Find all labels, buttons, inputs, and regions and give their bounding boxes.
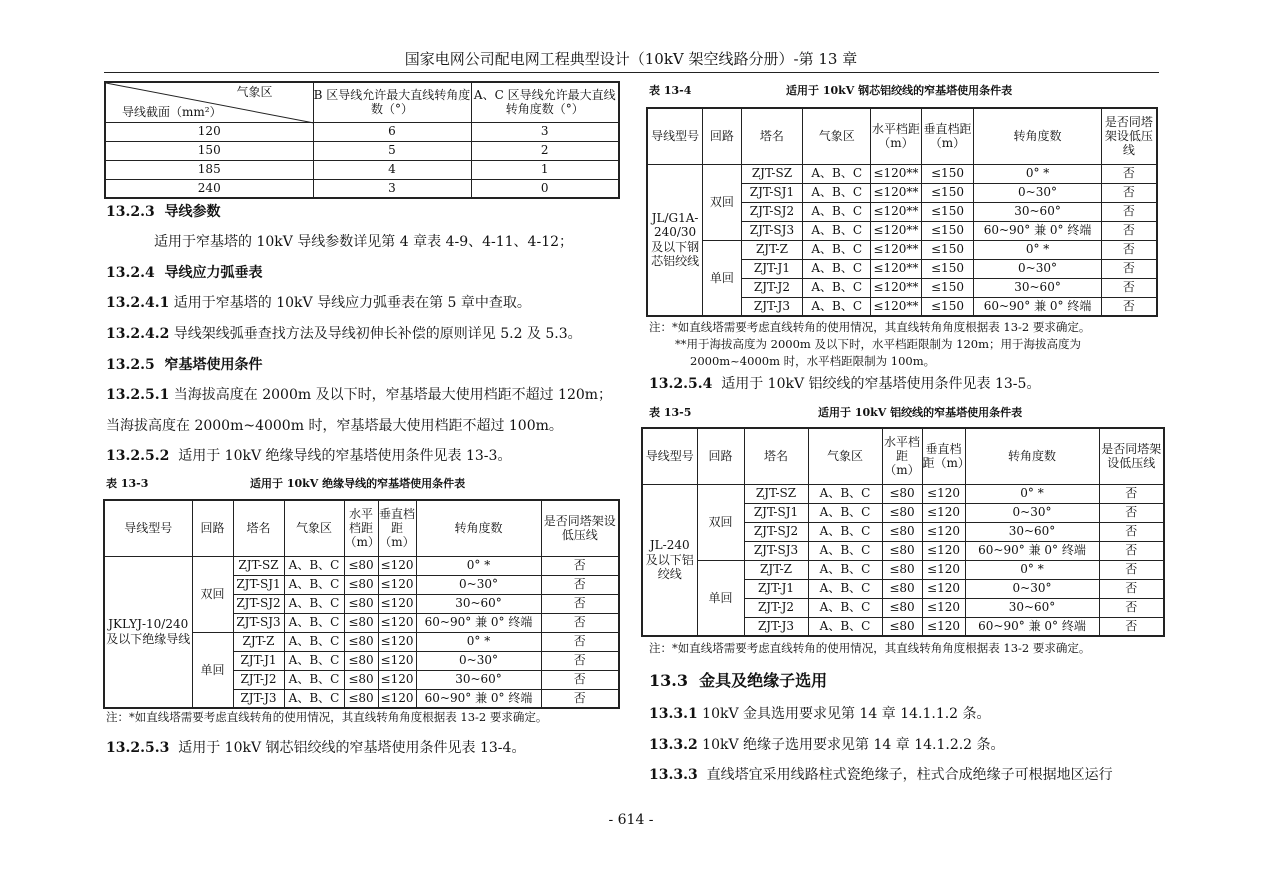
table-cell: A、B、C [284,556,344,575]
table-cell: ZJT-SZ [233,556,284,575]
table-13-4-note-2: **用于海拔高度为 2000m 及以下时，水平档距限制为 120m；用于海拔高度为 [675,337,1081,351]
table-13-3-title: 适用于 10kV 绝缘导线的窄基塔使用条件表 [250,477,466,490]
ac-zone-header: A、C 区导线允许最大直线转角度数（°） [471,82,619,122]
table-cell: A、B、C [808,579,882,598]
table-cell: ≤150 [921,278,974,297]
para-13-2-5-1-cont: 当海拔高度在 2000m~4000m 时，窄基塔最大使用档距不超过 100m。 [106,418,563,434]
table-cell: ≤120 [378,594,416,613]
column-header-angle: 转角度数 [416,500,541,556]
column-header-wire_type: 导线型号 [104,500,192,556]
column-header-angle: 转角度数 [974,108,1101,164]
table-cell: ZJT-SJ3 [233,613,284,632]
table-cell: 3 [313,179,471,198]
table-13-3-label: 表 13-3 [106,477,149,490]
table-cell: 否 [1101,240,1157,259]
table-cell: ≤80 [882,503,922,522]
table-cell: ZJT-SJ1 [741,183,803,202]
table-cell: 120 [105,122,313,141]
table-cell: ≤120 [378,689,416,708]
table-cell: ≤150 [921,183,974,202]
para-13-2-4-1: 13.2.4.1 适用于窄基塔的 10kV 导线应力弧垂表在第 5 章中查取。 [106,295,531,311]
table-cell: ZJT-SJ1 [744,503,808,522]
table-cell: ≤120 [922,560,965,579]
table-row [647,164,1157,183]
table-cell: 0 [471,179,619,198]
table-cell: ≤150 [921,297,974,316]
table-cell: 否 [1099,560,1164,579]
column-header-low: 是否同塔架设低压线 [1101,108,1157,164]
table-row [642,560,1164,579]
table-cell: ≤120** [871,259,922,278]
table-cell: A、B、C [284,689,344,708]
table-cell: ≤120** [871,164,922,183]
table-cell: A、B、C [284,632,344,651]
table-13-4-title: 适用于 10kV 钢芯铝绞线的窄基塔使用条件表 [786,84,1013,97]
table-row [105,141,619,160]
table-cell: ZJT-SJ3 [741,221,803,240]
table-cell: ≤80 [882,598,922,617]
table-cell: 否 [1101,183,1157,202]
table-cell: ZJT-J2 [744,598,808,617]
circuit-single-cell: 单回 [697,560,744,636]
table-13-4-label: 表 13-4 [649,84,692,97]
table-cell: 5 [313,141,471,160]
table-cell: ≤150 [921,221,974,240]
table-cell: ≤80 [882,541,922,560]
table-cell: 0~30° [965,503,1099,522]
column-header-tower: 塔名 [741,108,803,164]
table-cell: 否 [1099,598,1164,617]
circuit-single-cell: 单回 [192,632,233,708]
table-cell: ≤150 [921,240,974,259]
table-cell: ≤120 [922,598,965,617]
column-header-hspan: 水平档距（m） [871,108,922,164]
column-header-tower: 塔名 [744,428,808,484]
table-cell: 3 [471,122,619,141]
column-header-tower: 塔名 [233,500,284,556]
column-header-weather: 气象区 [803,108,871,164]
table-cell: ≤80 [344,689,378,708]
column-header-wire_type: 导线型号 [642,428,697,484]
table-cell: ≤120** [871,278,922,297]
heading-13-2-4: 13.2.4 导线应力弧垂表 [106,265,263,281]
table-cell: 0~30° [974,183,1101,202]
table-cell: 0° * [416,632,541,651]
table-13-4-note-1: 注：*如直线塔需要考虑直线转角的使用情况，其直线转角角度根据表 13-2 要求确定。 [649,320,1091,334]
table-cell: ≤80 [882,579,922,598]
table-cell: ≤120 [922,522,965,541]
table-cell: 否 [541,651,619,670]
column-header-circuit: 回路 [697,428,744,484]
table-cell: ZJT-Z [233,632,284,651]
column-header-circuit: 回路 [703,108,741,164]
table-cell: ≤80 [344,651,378,670]
table-cell: ZJT-J3 [233,689,284,708]
table-13-3 [103,499,620,709]
para-13-3-3: 13.3.3 直线塔宜采用线路柱式瓷绝缘子，柱式合成绝缘子可根据地区运行 [649,767,1113,783]
table-header-row [104,500,619,556]
table-cell: 240 [105,179,313,198]
column-header-circuit: 回路 [192,500,233,556]
table-cell: 否 [1101,221,1157,240]
table-cell: A、B、C [808,541,882,560]
table-cell: ≤120** [871,240,922,259]
table-row [642,484,1164,503]
table-cell: ZJT-SZ [744,484,808,503]
table-cell: 0~30° [965,579,1099,598]
weather-zone-label: 气象区 [236,85,273,99]
table-13-5-label: 表 13-5 [649,406,692,419]
table-cell: ≤120 [378,575,416,594]
table-cell: 否 [541,556,619,575]
table-cell: 6 [313,122,471,141]
para-13-3-2: 13.3.2 10kV 绝缘子选用要求见第 14 章 14.1.2.2 条。 [649,737,1005,753]
table-cell: 4 [313,160,471,179]
table-cell: 30~60° [974,278,1101,297]
table-cell: ZJT-J2 [233,670,284,689]
table-cell: ≤80 [882,484,922,503]
table-cell: A、B、C [803,297,871,316]
table-cell: 否 [1099,579,1164,598]
table-cell: 1 [471,160,619,179]
wire-section-label: 导线截面（mm²） [122,105,222,120]
table-cell: 否 [1099,503,1164,522]
table-cell: A、B、C [803,183,871,202]
table-cell: ≤80 [344,632,378,651]
table-13-5-title: 适用于 10kV 铝绞线的窄基塔使用条件表 [818,406,1023,419]
table-13-5 [641,427,1165,637]
table-cell: ≤80 [344,670,378,689]
para-13-2-4-2: 13.2.4.2 导线架线弧垂查找方法及导线初伸长补偿的原则详见 5.2 及 5.3。 [106,326,582,342]
table-cell: ≤120** [871,183,922,202]
para-13-2-5-4: 13.2.5.4 适用于 10kV 铝绞线的窄基塔使用条件见表 13-5。 [649,376,1041,392]
table-cell: 30~60° [965,598,1099,617]
table-cell: ZJT-J3 [744,617,808,636]
table-cell: ≤120 [378,613,416,632]
table-cell: 否 [541,689,619,708]
table-cell: 60~90° 兼 0° 终端 [965,617,1099,636]
page-number: - 614 - [608,812,654,828]
para-13-2-3: 适用于窄基塔的 10kV 导线参数详见第 4 章表 4-9、4-11、4-12； [154,234,574,250]
column-header-hspan: 水平档距（m） [882,428,922,484]
table-cell: 30~60° [965,522,1099,541]
table-row [104,556,619,575]
table-cell: ≤120 [378,670,416,689]
table-cell: ZJT-J1 [744,579,808,598]
table-cell: ZJT-SJ2 [741,202,803,221]
table-cell: A、B、C [808,560,882,579]
table-cell: 否 [1099,522,1164,541]
turn-angle-table [104,81,620,199]
header-rule [104,72,1159,73]
table-cell: A、B、C [284,575,344,594]
circuit-double-cell: 双回 [697,484,744,560]
column-header-hspan: 水平档距（m） [344,500,378,556]
table-cell: 否 [1101,202,1157,221]
table-cell: ≤120 [378,556,416,575]
table-cell: A、B、C [803,278,871,297]
table-cell: A、B、C [803,202,871,221]
table-cell: 0~30° [416,575,541,594]
table-cell: A、B、C [803,240,871,259]
table-cell: ≤80 [882,617,922,636]
table-cell: ZJT-SJ2 [744,522,808,541]
table-cell: A、B、C [803,259,871,278]
table-cell: A、B、C [284,651,344,670]
heading-13-2-5: 13.2.5 窄基塔使用条件 [106,357,263,373]
para-13-3-1: 13.3.1 10kV 金具选用要求见第 14 章 14.1.1.2 条。 [649,706,991,722]
table-cell: A、B、C [808,522,882,541]
table-cell: ≤120** [871,202,922,221]
table-cell: 否 [541,670,619,689]
table-cell: A、B、C [284,594,344,613]
table-cell: ≤120 [378,632,416,651]
table-cell: 0° * [965,560,1099,579]
table-cell: 30~60° [974,202,1101,221]
column-header-angle: 转角度数 [965,428,1099,484]
table-cell: 0° * [965,484,1099,503]
table-cell: 60~90° 兼 0° 终端 [974,221,1101,240]
table-cell: 30~60° [416,594,541,613]
column-header-vspan: 垂直档距（m） [378,500,416,556]
table-cell: A、B、C [803,164,871,183]
table-cell: 否 [1099,484,1164,503]
table-row [647,240,1157,259]
table-cell: ≤80 [882,560,922,579]
table-cell: ≤120 [922,484,965,503]
table-13-4-note-3: 2000m~4000m 时，水平档距限制为 100m。 [690,354,936,368]
table-cell: A、B、C [808,484,882,503]
table-cell: ZJT-J2 [741,278,803,297]
table-cell: A、B、C [808,598,882,617]
table-13-5-note: 注：*如直线塔需要考虑直线转角的使用情况，其直线转角角度根据表 13-2 要求确定。 [649,641,1091,655]
circuit-single-cell: 单回 [703,240,741,316]
table-cell: ≤120 [922,541,965,560]
heading-13-3: 13.3 金具及绝缘子选用 [649,671,828,690]
circuit-double-cell: 双回 [192,556,233,632]
table-cell: 否 [1101,164,1157,183]
table-row [105,179,619,198]
table-cell: 0~30° [974,259,1101,278]
table-cell: ZJT-J1 [233,651,284,670]
table-cell: 0° * [416,556,541,575]
table-cell: ≤120** [871,297,922,316]
table-cell: ZJT-SJ2 [233,594,284,613]
table-cell: ZJT-J1 [741,259,803,278]
table-cell: ≤120 [922,617,965,636]
table-cell: ZJT-Z [741,240,803,259]
table-cell: ≤80 [882,522,922,541]
table-cell: ≤150 [921,164,974,183]
column-header-weather: 气象区 [284,500,344,556]
table-cell: A、B、C [808,503,882,522]
table-cell: ≤120 [378,651,416,670]
table-row [105,122,619,141]
table-cell: 0° * [974,164,1101,183]
table-cell: A、B、C [284,613,344,632]
para-13-2-5-1: 13.2.5.1 当海拔高度在 2000m 及以下时，窄基塔最大使用档距不超过 120m； [106,387,613,403]
table-header-row [647,108,1157,164]
table-cell: 60~90° 兼 0° 终端 [416,613,541,632]
diagonal-header-cell [105,82,313,122]
circuit-double-cell: 双回 [703,164,741,240]
table-cell: 否 [1099,617,1164,636]
table-cell: 否 [1101,278,1157,297]
column-header-low: 是否同塔架设低压线 [541,500,619,556]
table-cell: ≤80 [344,613,378,632]
wire-type-cell: JKLYJ-10/240 及以下绝缘导线 [104,556,192,708]
table-cell: ≤120 [922,579,965,598]
column-header-wire_type: 导线型号 [647,108,703,164]
table-cell: 60~90° 兼 0° 终端 [965,541,1099,560]
b-zone-header: B 区导线允许最大直线转角度数（°） [313,82,471,122]
table-13-3-note: 注：*如直线塔需要考虑直线转角的使用情况，其直线转角角度根据表 13-2 要求确定。 [106,710,548,724]
wire-type-cell: JL-240 及以下铝绞线 [642,484,697,636]
column-header-vspan: 垂直档距（m） [922,428,965,484]
table-cell: A、B、C [284,670,344,689]
column-header-low: 是否同塔架设低压线 [1099,428,1164,484]
page-header: 国家电网公司配电网工程典型设计（10kV 架空线路分册）-第 13 章 [404,50,858,68]
table-cell: 否 [541,613,619,632]
column-header-vspan: 垂直档距（m） [921,108,974,164]
table-cell: 否 [1101,259,1157,278]
table-cell: ≤80 [344,556,378,575]
table-cell: A、B、C [808,617,882,636]
table-cell: 185 [105,160,313,179]
table-row [105,160,619,179]
table-cell: 否 [541,575,619,594]
table-header-row [642,428,1164,484]
table-cell: A、B、C [803,221,871,240]
para-13-2-5-3: 13.2.5.3 适用于 10kV 钢芯铝绞线的窄基塔使用条件见表 13-4。 [106,740,526,756]
table-cell: ZJT-SZ [741,164,803,183]
table-cell: ≤150 [921,202,974,221]
column-header-weather: 气象区 [808,428,882,484]
table-13-4 [646,107,1158,317]
table-cell: ZJT-J3 [741,297,803,316]
table-cell: 否 [1101,297,1157,316]
heading-13-2-3: 13.2.3 导线参数 [106,204,221,220]
table-cell: ≤120** [871,221,922,240]
table-cell: 60~90° 兼 0° 终端 [416,689,541,708]
table-cell: ZJT-SJ1 [233,575,284,594]
table-cell: ≤80 [344,575,378,594]
table-cell: 0° * [974,240,1101,259]
table-cell: ≤120 [922,503,965,522]
table-cell: 2 [471,141,619,160]
table-cell: ZJT-Z [744,560,808,579]
table-cell: 否 [1099,541,1164,560]
table-cell: 0~30° [416,651,541,670]
table-cell: 否 [541,632,619,651]
table-cell: ZJT-SJ3 [744,541,808,560]
table-cell: 60~90° 兼 0° 终端 [974,297,1101,316]
table-cell: 150 [105,141,313,160]
para-13-2-5-2: 13.2.5.2 适用于 10kV 绝缘导线的窄基塔使用条件见表 13-3。 [106,448,512,464]
table-cell: ≤80 [344,594,378,613]
table-cell: ≤150 [921,259,974,278]
table-cell: 否 [541,594,619,613]
table-cell: 30~60° [416,670,541,689]
wire-type-cell: JL/G1A-240/30 及以下钢芯铝绞线 [647,164,703,316]
